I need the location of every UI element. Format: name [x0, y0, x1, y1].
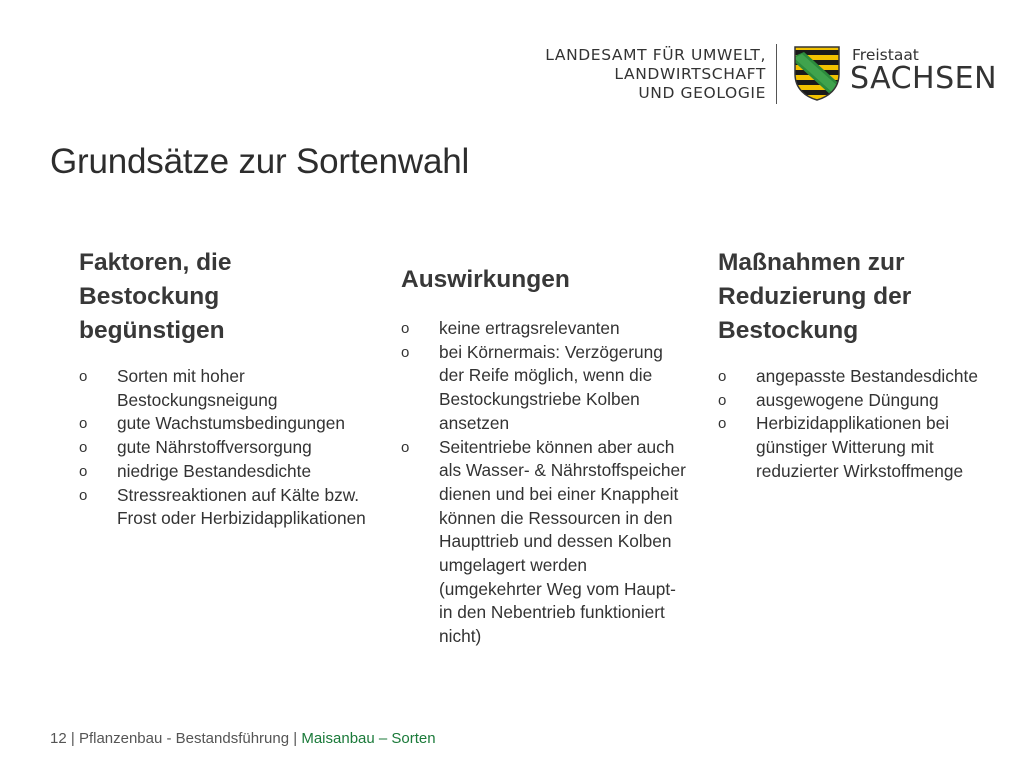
heading-line: begünstigen: [79, 317, 225, 344]
list-item-text: gute Wachstumsbedingungen: [117, 413, 346, 434]
list-item: [718, 365, 998, 389]
list-item: [718, 389, 998, 413]
slide-header: [0, 38, 1024, 118]
column-massnahmen: [718, 246, 998, 484]
list-item: [401, 317, 691, 341]
list-item: [79, 484, 369, 531]
footer-section: Pflanzenbau - Bestandsführung: [78, 730, 290, 747]
column-heading: [401, 263, 691, 297]
heading-line: Bestockung: [718, 317, 859, 344]
list-item: [401, 341, 691, 436]
logo-divider: [776, 44, 777, 104]
list-item: [79, 412, 369, 436]
heading-line: Bestockung: [79, 283, 220, 310]
bullet-list: [401, 317, 691, 649]
column-heading: [79, 246, 339, 348]
list-item-text: Herbizidapplikationen bei günstiger Witterung mit reduzierter Wirkstoffmenge: [756, 413, 964, 481]
bullet-list: [79, 365, 369, 531]
heading-line: Auswirkungen: [401, 266, 570, 293]
list-item-text: bei Körnermais: Verzögerung der Reife möglich, wenn die Bestockungstriebe Kolben ansetzen: [439, 341, 663, 433]
column-faktoren: [79, 246, 369, 531]
heading-line: Faktoren, die: [79, 249, 232, 276]
slide-footer: [50, 730, 436, 747]
list-item: [79, 436, 369, 460]
footer-separator: |: [293, 730, 298, 747]
list-item-text: ausgewogene Düngung: [756, 389, 939, 410]
saxony-crest-icon: [792, 44, 842, 102]
list-item-text: angepasste Bestandesdichte: [756, 366, 978, 386]
page-number: 12: [50, 730, 67, 747]
footer-topic: Maisanbau – Sorten: [301, 730, 436, 747]
heading-line: Reduzierung der: [718, 283, 912, 310]
list-item-text: Sorten mit hoher Bestockungsneigung: [117, 366, 278, 410]
slide-title: Grundsätze zur Sortenwahl: [50, 142, 470, 181]
list-item-text: niedrige Bestandesdichte: [117, 460, 312, 481]
list-item-text: Seitentriebe können aber auch als Wasser- & Nährstoffspeicher dienen und bei einer Knappheit können die Ressourcen in den Haupttrieb und dessen Kolben umgelagert werden (umgekehrter Weg vom Haupt- in den Nebentrieb funktioniert nicht): [439, 436, 686, 647]
list-item: [718, 412, 998, 483]
bullet-marker: o: [79, 368, 88, 385]
list-item-text: Stressreaktionen auf Kälte bzw. Frost oder Herbizidapplikationen: [117, 484, 366, 529]
bullet-marker: o: [718, 368, 727, 385]
bullet-marker: o: [401, 343, 410, 361]
bullet-marker: o: [718, 391, 727, 409]
list-item: [79, 460, 369, 484]
agency-line-2: LANDWIRTSCHAFT: [614, 65, 766, 83]
bullet-marker: o: [718, 415, 727, 433]
bullet-marker: o: [79, 486, 88, 504]
list-item-text: gute Nährstoffversorgung: [117, 437, 312, 458]
list-item-text: keine ertragsrelevanten: [439, 318, 620, 338]
agency-line-1: LANDESAMT FÜR UMWELT,: [545, 46, 766, 64]
bullet-list: [718, 365, 998, 484]
column-auswirkungen: [401, 263, 691, 649]
brand-freistaat: Freistaat: [852, 46, 919, 64]
agency-line-3: UND GEOLOGIE: [638, 84, 766, 102]
brand-sachsen: SACHSEN: [850, 61, 998, 96]
list-item: [401, 436, 691, 649]
bullet-marker: o: [79, 462, 88, 480]
bullet-marker: o: [401, 320, 410, 337]
bullet-marker: o: [401, 438, 410, 456]
agency-name: [545, 46, 766, 103]
bullet-marker: o: [79, 415, 88, 433]
footer-separator: |: [70, 730, 75, 747]
column-heading: [718, 246, 998, 348]
heading-line: Maßnahmen zur: [718, 249, 905, 276]
bullet-marker: o: [79, 439, 88, 457]
list-item: [79, 365, 369, 412]
